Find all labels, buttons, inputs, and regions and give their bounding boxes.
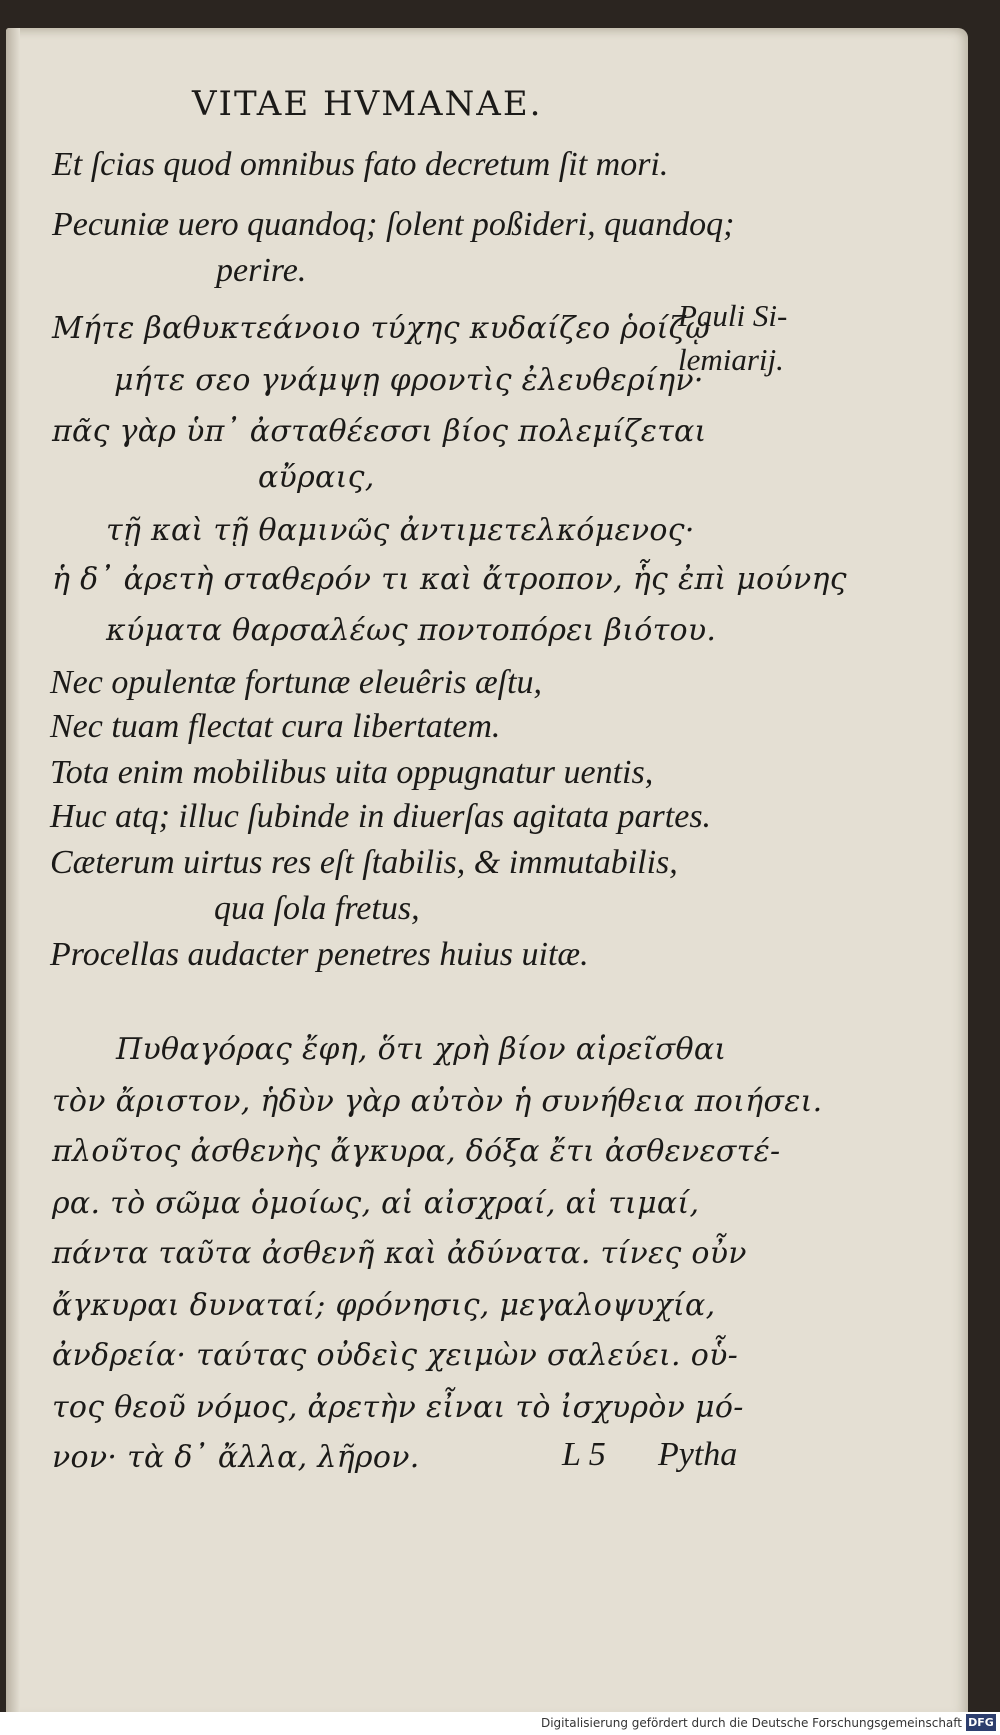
- digitization-credit: Digitalisierung gefördert durch die Deutsche Forschungsgemeinschaft: [540, 1716, 962, 1730]
- margin-note-line: Pauli Si-: [678, 298, 788, 333]
- catchword: Pytha: [658, 1436, 738, 1473]
- greek-line: μήτε σεο γνάμψῃ φροντὶς ἐλευθερίην·: [114, 363, 704, 398]
- dfg-logo: DFG: [966, 1714, 996, 1731]
- latin-line: Et ſcias quod omnibus fato decretum ſit mori.: [52, 146, 669, 183]
- running-header: VITAE HVMANAE.: [192, 84, 543, 124]
- greek-line: ἀνδρεία· ταύτας οὐδεὶς χειμὼν σαλεύει. οὗ-: [52, 1338, 739, 1373]
- latin-line: Huc atq; illuc ſubinde in diuerſas agitata partes.: [50, 798, 712, 835]
- greek-line: πᾶς γὰρ ὑπ᾽ ἀσταθέεσσι βίος πολεμίζεται: [52, 414, 707, 449]
- greek-line: τος θεοῦ νόμος, ἀρετὴν εἶναι τὸ ἰσχυρὸν μό-: [52, 1390, 744, 1425]
- greek-line: τῇ καὶ τῇ θαμινῶς ἀντιμετελκόμενος·: [106, 513, 695, 548]
- greek-line: πάντα ταῦτα ἀσθενῆ καὶ ἀδύνατα. τίνες οὖν: [52, 1236, 747, 1271]
- latin-line: Cæterum uirtus res eſt ſtabilis, & immutabilis,: [50, 844, 678, 881]
- signature-mark: L 5: [562, 1436, 606, 1473]
- greek-line: πλοῦτος ἀσθενὴς ἄγκυρα, δόξα ἔτι ἀσθενεστέ-: [52, 1134, 781, 1169]
- page-gutter: [6, 28, 20, 1718]
- greek-line: Μήτε βαθυκτεάνοιο τύχης κυδαίζεο ῥοίζῳ: [52, 311, 710, 346]
- greek-line: Πυθαγόρας ἔφη, ὅτι χρὴ βίον αἱρεῖσθαι: [116, 1032, 727, 1067]
- greek-line: κύματα θαρσαλέως ποντοπόρει βιότου.: [106, 613, 717, 648]
- greek-line: νον· τὰ δ᾽ ἄλλα, λῆρον.: [52, 1440, 420, 1475]
- latin-line: Nec tuam flectat cura libertatem.: [50, 708, 501, 745]
- greek-line: ἄγκυραι δυναταί; φρόνησις, μεγαλοψυχία,: [52, 1288, 716, 1323]
- greek-line: ἡ δ᾽ ἀρετὴ σταθερόν τι καὶ ἄτροπον, ἧς ἐπὶ μούνης: [52, 562, 847, 597]
- latin-line: Nec opulentæ fortunæ eleuêris æſtu,: [50, 664, 543, 701]
- latin-line: Tota enim mobilibus uita oppugnatur uentis,: [50, 754, 654, 791]
- latin-line: qua ſola fretus,: [214, 890, 420, 927]
- margin-note-line: lemiarij.: [678, 342, 784, 377]
- greek-line: ρα. τὸ σῶμα ὁμοίως, αἱ αἰσχραί, αἱ τιμαί,: [52, 1186, 700, 1221]
- latin-line: Procellas audacter penetres huius uitæ.: [50, 936, 589, 973]
- latin-line: perire.: [216, 252, 307, 289]
- book-page: [6, 28, 968, 1718]
- latin-line: Pecuniæ uero quandoq; ſolent poßideri, quandoq;: [52, 206, 735, 243]
- greek-line: τὸν ἄριστον, ἡδὺν γὰρ αὐτὸν ἡ συνήθεια ποιήσει.: [52, 1084, 823, 1119]
- greek-line: αὔραις,: [258, 460, 375, 495]
